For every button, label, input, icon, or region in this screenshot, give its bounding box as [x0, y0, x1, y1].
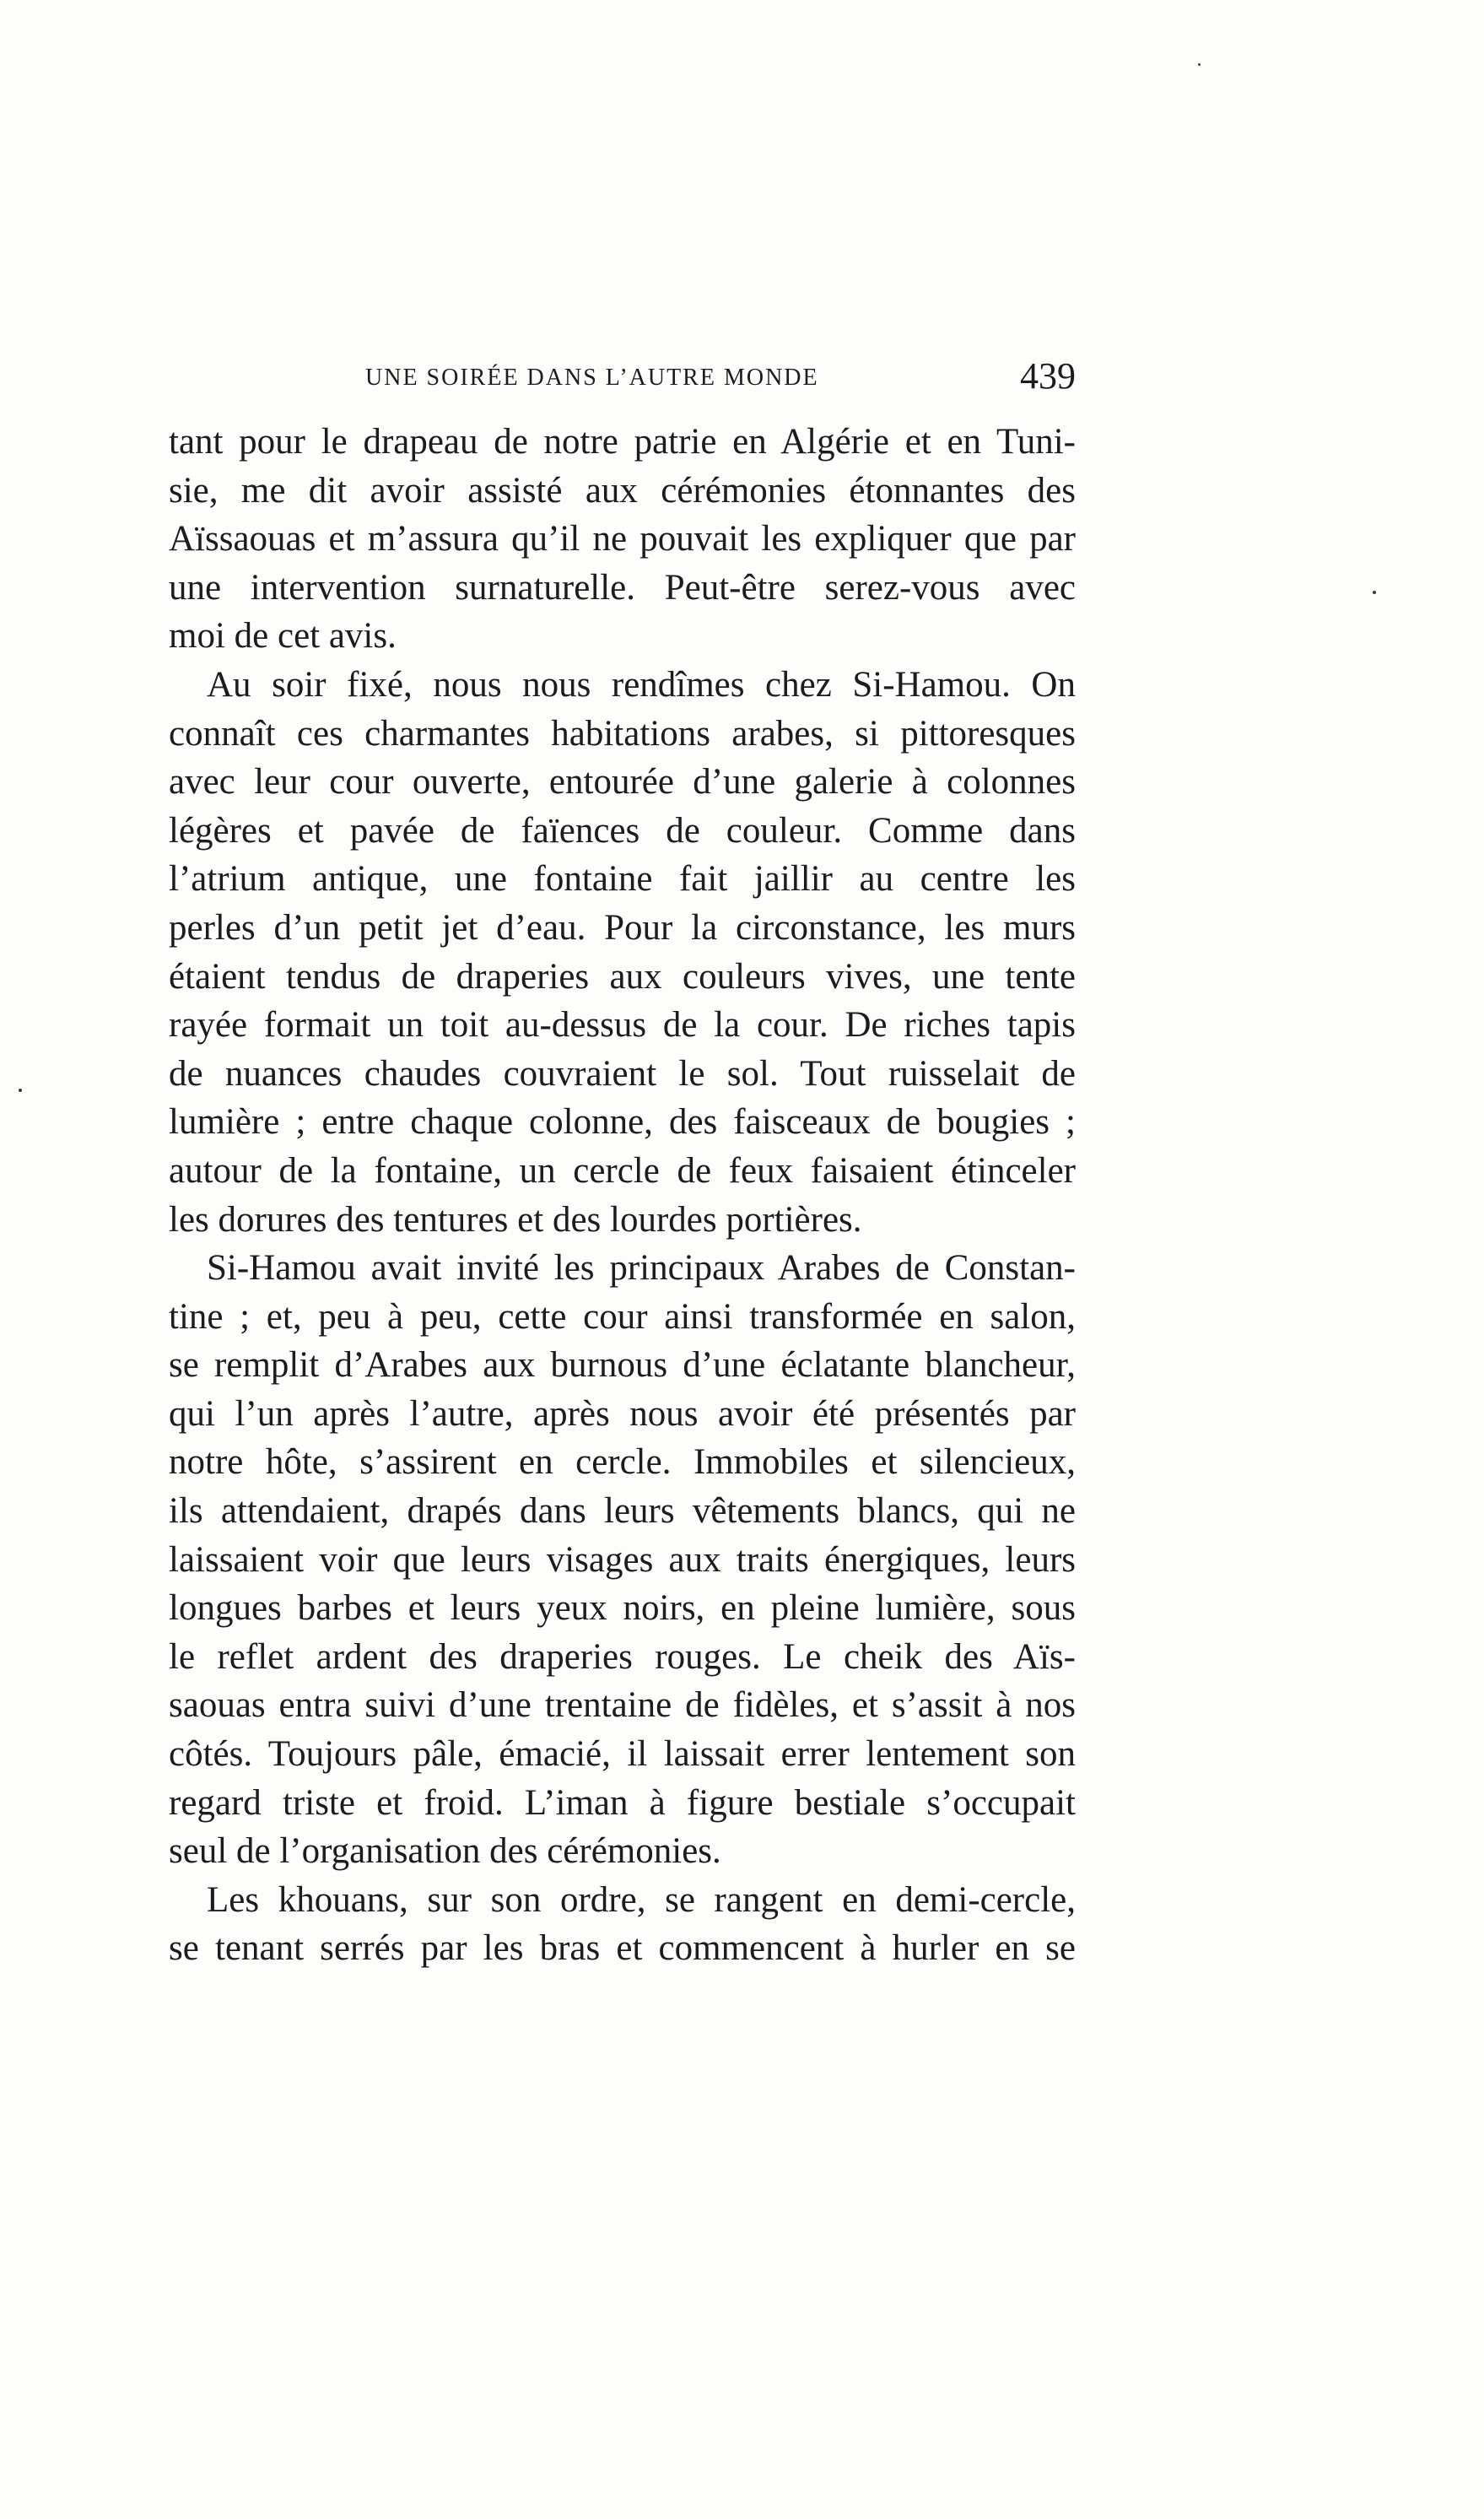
text-line: côtés. Toujours pâle, émacié, il laissait errer lentement son — [169, 1734, 1076, 1775]
text-line: lumière ; entre chaque colonne, des faisceaux de bougies ; — [169, 1102, 1076, 1143]
paragraph-4 — [169, 1876, 1076, 1973]
text-line: les dorures des tentures et des lourdes portières. — [169, 1199, 862, 1240]
text-line: regard triste et froid. L’iman à figure bestiale s’occupait — [169, 1782, 1076, 1823]
text-line: Si-Hamou avait invité les principaux Arabes de Constan- — [207, 1248, 1076, 1289]
text-line: longues barbes et leurs yeux noirs, en pleine lumière, sous — [169, 1588, 1076, 1629]
text-line: se tenant serrés par les bras et commencent à hurler en se — [169, 1928, 1076, 1969]
text-line: autour de la fontaine, un cercle de feux faisaient étinceler — [169, 1150, 1076, 1191]
text-line: avec leur cour ouverte, entourée d’une galerie à colonnes — [169, 762, 1076, 803]
text-line: ils attendaient, drapés dans leurs vêtements blancs, qui ne — [169, 1491, 1076, 1532]
scan-speck — [1198, 63, 1201, 66]
paragraph-2 — [169, 661, 1076, 1244]
text-line: qui l’un après l’autre, après nous avoir été présentés par — [169, 1393, 1076, 1434]
scan-speck — [1373, 591, 1376, 594]
text-line: une intervention surnaturelle. Peut-être serez-vous avec — [169, 567, 1076, 608]
text-line: l’atrium antique, une fontaine fait jaillir au centre les — [169, 859, 1076, 900]
text-line: perles d’un petit jet d’eau. Pour la circonstance, les murs — [169, 907, 1076, 948]
running-title: UNE SOIRÉE DANS L’AUTRE MONDE — [365, 365, 819, 391]
text-line: Les khouans, sur son ordre, se rangent en demi-cercle, — [207, 1879, 1076, 1920]
text-line: sie, me dit avoir assisté aux cérémonies étonnantes des — [169, 470, 1076, 511]
text-line: tine ; et, peu à peu, cette cour ainsi transformée en salon, — [169, 1296, 1076, 1337]
text-line: légères et pavée de faïences de couleur. Comme dans — [169, 810, 1076, 851]
text-line: notre hôte, s’assirent en cercle. Immobiles et silencieux, — [169, 1442, 1076, 1483]
text-line: moi de cet avis. — [169, 616, 397, 657]
text-line: connaît ces charmantes habitations arabes, si pittoresques — [169, 713, 1076, 754]
text-line: laissaient voir que leurs visages aux traits énergiques, leurs — [169, 1539, 1076, 1580]
paragraph-1 — [169, 418, 1076, 661]
text-line: de nuances chaudes couvraient le sol. Tout ruisselait de — [169, 1053, 1076, 1094]
paragraph-3 — [169, 1244, 1076, 1876]
running-head — [169, 354, 1076, 405]
page-number: 439 — [1020, 355, 1076, 397]
text-line: étaient tendus de draperies aux couleurs vives, une tente — [169, 956, 1076, 997]
text-line: rayée formait un toit au-dessus de la cour. De riches tapis — [169, 1005, 1076, 1046]
text-line: seul de l’organisation des cérémonies. — [169, 1831, 721, 1872]
text-line: tant pour le drapeau de notre patrie en Algérie et en Tuni- — [169, 422, 1076, 462]
text-line: Aïssaouas et m’assura qu’il ne pouvait les expliquer que par — [169, 519, 1076, 559]
text-line: se remplit d’Arabes aux burnous d’une éclatante blancheur, — [169, 1345, 1076, 1386]
text-line: Au soir fixé, nous nous rendîmes chez Si-Hamou. On — [207, 664, 1076, 705]
body-text — [169, 418, 1076, 1973]
text-line: saouas entra suivi d’une trentaine de fidèles, et s’assit à nos — [169, 1685, 1076, 1726]
text-line: le reflet ardent des draperies rouges. Le cheik des Aïs- — [169, 1636, 1076, 1677]
scan-speck — [19, 1089, 22, 1092]
